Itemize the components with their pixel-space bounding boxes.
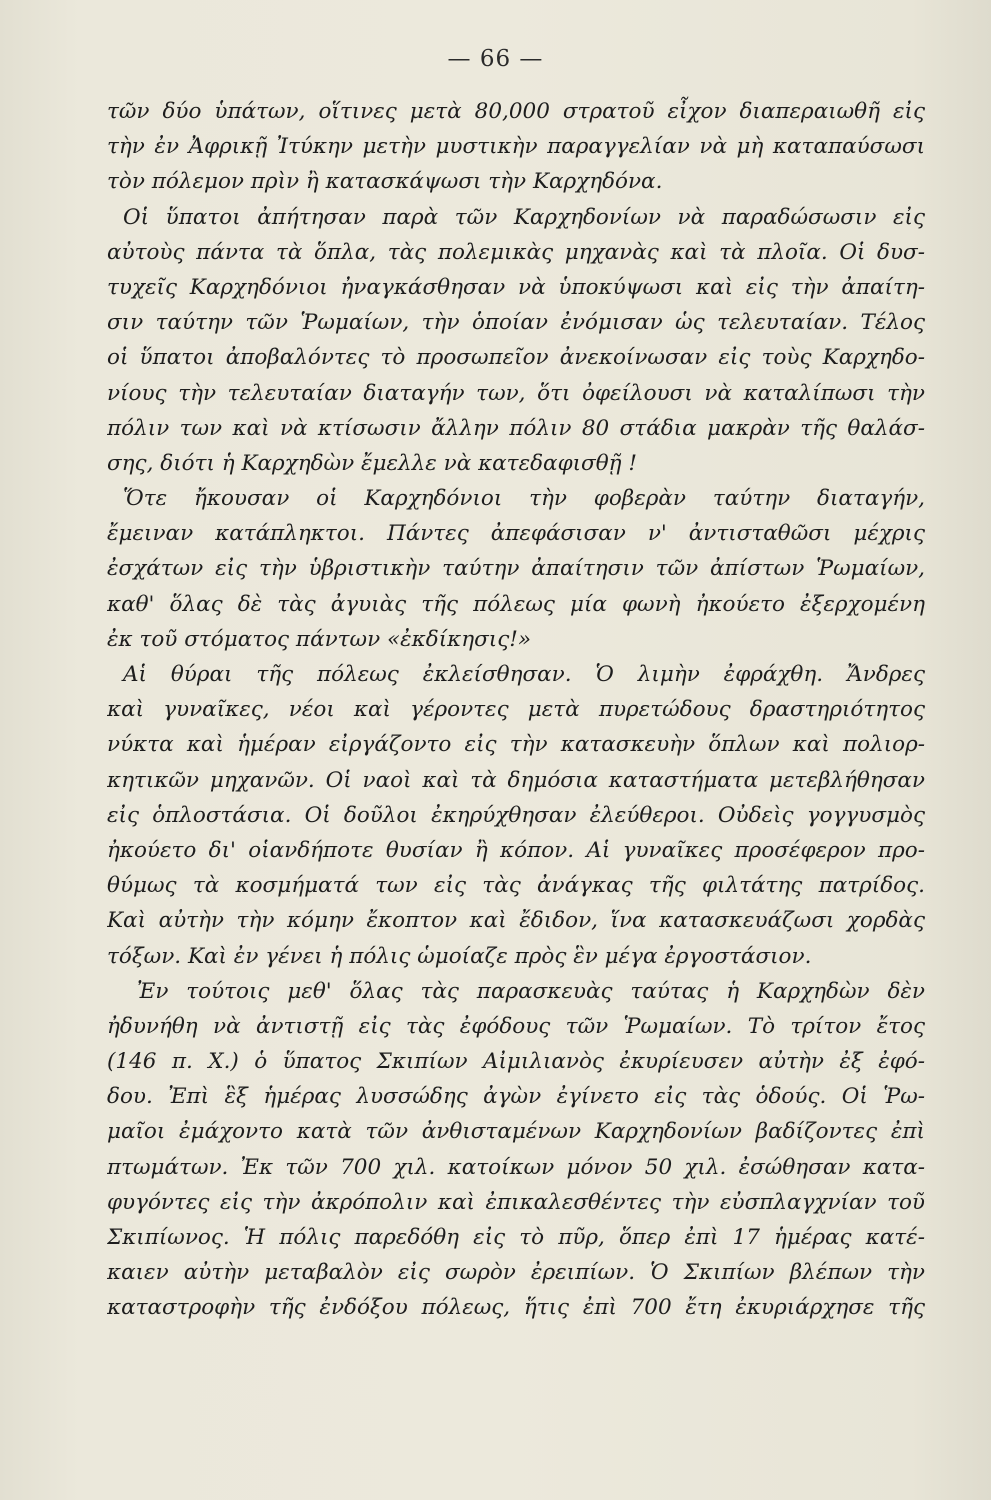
text-line: Καὶ αὐτὴν τὴν κόμην ἔκοπτον καὶ ἔδιδον, ἵνα κατασκευάζωσι χορδὰς	[107, 908, 925, 934]
text-line: πτωμάτων. Ἐκ τῶν 700 χιλ. κατοίκων μόνον 50 χιλ. ἐσώθησαν κατα-	[107, 1154, 925, 1180]
text-line: τὸν πόλεμον πρὶν ἢ κατασκάψωσι τὴν Καρχηδόνα.	[107, 169, 663, 195]
text-line: οἱ ὕπατοι ἀποβαλόντες τὸ προσωπεῖον ἀνεκοίνωσαν εἰς τοὺς Καρχηδο-	[107, 345, 925, 371]
text-line: Ὅτε ἤκουσαν οἱ Καρχηδόνιοι τὴν φοβερὰν ταύτην διαταγήν,	[123, 486, 925, 512]
text-line: αὐτοὺς πάντα τὰ ὅπλα, τὰς πολεμικὰς μηχανὰς καὶ τὰ πλοῖα. Οἱ δυσ-	[107, 239, 925, 265]
text-line: σιν ταύτην τῶν Ῥωμαίων, τὴν ὁποίαν ἐνόμισαν ὡς τελευταίαν. Τέλος	[107, 310, 925, 336]
body-text	[107, 94, 925, 1326]
text-line: σης, διότι ἡ Καρχηδὼν ἔμελλε νὰ κατεδαφισθῇ !	[107, 450, 638, 476]
text-line: μαῖοι ἐμάχοντο κατὰ τῶν ἀνθισταμένων Καρχηδονίων βαδίζοντες ἐπὶ	[107, 1119, 925, 1145]
text-line: τόξων. Καὶ ἐν γένει ἡ πόλις ὡμοίαζε πρὸς ἓν μέγα ἐργοστάσιον.	[107, 943, 812, 969]
text-line: Οἱ ὕπατοι ἀπήτησαν παρὰ τῶν Καρχηδονίων νὰ παραδώσωσιν εἰς	[123, 204, 925, 230]
text-line: καταστροφὴν τῆς ἐνδόξου πόλεως, ἥτις ἐπὶ 700 ἔτη ἐκυριάρχησε τῆς	[107, 1295, 925, 1321]
text-line: (146 π. Χ.) ὁ ὕπατος Σκιπίων Αἰμιλιανὸς ἐκυρίευσεν αὐτὴν ἐξ ἐφό-	[107, 1049, 925, 1075]
text-line: καὶ γυναῖκες, νέοι καὶ γέροντες μετὰ πυρετώδους δραστηριότητος	[107, 697, 925, 723]
text-line: νύκτα καὶ ἡμέραν εἰργάζοντο εἰς τὴν κατασκευὴν ὅπλων καὶ πολιορ-	[107, 732, 925, 758]
text-line: φυγόντες εἰς τὴν ἀκρόπολιν καὶ ἐπικαλεσθέντες τὴν εὐσπλαγχνίαν τοῦ	[107, 1189, 925, 1215]
text-line: Σκιπίωνος. Ἡ πόλις παρεδόθη εἰς τὸ πῦρ, ὅπερ ἐπὶ 17 ἡμέρας κατέ-	[107, 1225, 925, 1250]
text-line: τυχεῖς Καρχηδόνιοι ἠναγκάσθησαν νὰ ὑποκύψωσι καὶ εἰς τὴν ἀπαίτη-	[107, 274, 925, 300]
text-line: τῶν δύο ὑπάτων, οἵτινες μετὰ 80,000 στρατοῦ εἶχον διαπεραιωθῆ εἰς	[107, 99, 925, 124]
text-line: τὴν ἐν Ἀφρικῇ Ἰτύκην μετὴν μυστικὴν παραγγελίαν νὰ μὴ καταπαύσωσι	[107, 134, 925, 160]
text-line: Αἱ θύραι τῆς πόλεως ἐκλείσθησαν. Ὁ λιμὴν ἐφράχθη. Ἄνδρες	[123, 662, 925, 687]
text-line: ἔμειναν κατάπληκτοι. Πάντες ἀπεφάσισαν ν' ἀντισταθῶσι μέχρις	[107, 521, 925, 547]
text-line: δου. Ἐπὶ ἓξ ἡμέρας λυσσώδης ἀγὼν ἐγίνετο εἰς τὰς ὁδούς. Οἱ Ῥω-	[107, 1084, 925, 1110]
text-line: θύμως τὰ κοσμήματά των εἰς τὰς ἀνάγκας τῆς φιλτάτης πατρίδος.	[107, 873, 925, 899]
text-line: εἰς ὁπλοστάσια. Οἱ δοῦλοι ἐκηρύχθησαν ἐλεύθεροι. Οὐδεὶς γογγυσμὸς	[107, 802, 925, 828]
page-number: — 66 —	[447, 46, 544, 72]
text-line: ἐσχάτων εἰς τὴν ὑβριστικὴν ταύτην ἀπαίτησιν τῶν ἀπίστων Ῥωμαίων,	[107, 556, 925, 582]
text-line: κητικῶν μηχανῶν. Οἱ ναοὶ καὶ τὰ δημόσια καταστήματα μετεβλήθησαν	[107, 767, 925, 793]
text-line: πόλιν των καὶ νὰ κτίσωσιν ἄλλην πόλιν 80 στάδια μακρὰν τῆς θαλάσ-	[107, 415, 925, 441]
text-line: ἐκ τοῦ στόματος πάντων «ἐκδίκησις!»	[107, 626, 532, 652]
text-line: ἠκούετο δι' οἱανδήποτε θυσίαν ἢ κόπον. Αἱ γυναῖκες προσέφερον προ-	[107, 837, 925, 863]
text-line: ἠδυνήθη νὰ ἀντιστῇ εἰς τὰς ἐφόδους τῶν Ῥωμαίων. Τὸ τρίτον ἔτος	[107, 1013, 925, 1039]
text-line: Ἐν τούτοις μεθ' ὅλας τὰς παρασκευὰς ταύτας ἡ Καρχηδὼν δὲν	[137, 978, 925, 1004]
text-line: καθ' ὅλας δὲ τὰς ἀγυιὰς τῆς πόλεως μία φωνὴ ἠκούετο ἐξερχομένη	[107, 591, 925, 617]
text-line: νίους τὴν τελευταίαν διαταγήν των, ὅτι ὀφείλουσι νὰ καταλίπωσι τὴν	[107, 380, 925, 406]
text-line: καιεν αὐτὴν μεταβαλὸν εἰς σωρὸν ἐρειπίων. Ὁ Σκιπίων βλέπων τὴν	[107, 1260, 925, 1286]
